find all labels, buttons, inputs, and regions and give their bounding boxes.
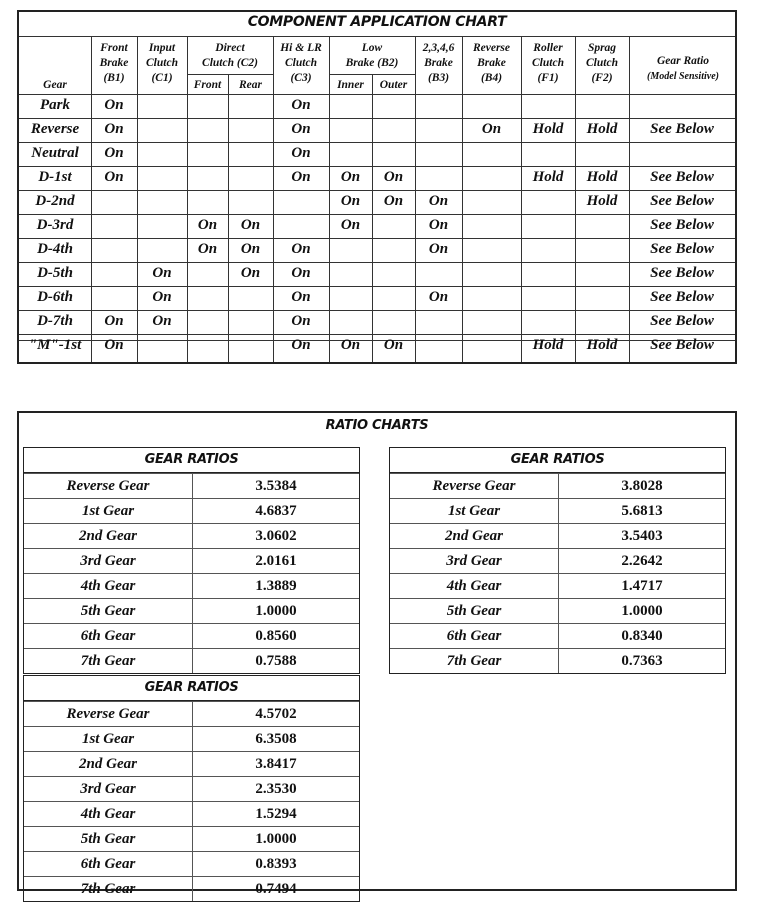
table-row (24, 726, 359, 751)
table-row (24, 776, 359, 801)
component-cell: On (104, 337, 124, 353)
gear-label: D-1st (38, 169, 72, 185)
component-cell: On (340, 217, 361, 233)
component-cell: On (291, 313, 311, 329)
gear-name: 5th Gear (390, 599, 559, 623)
component-cell: On (152, 313, 172, 329)
table-row (24, 598, 359, 623)
gear-ratio-value: 2.0161 (255, 553, 297, 569)
header-line: Clutch (146, 57, 178, 69)
table-row (24, 523, 359, 548)
table-row (390, 548, 725, 573)
gear-label: Park (40, 97, 70, 113)
row-divider (19, 310, 735, 311)
gear-ratio-value: 3.5403 (621, 528, 663, 544)
table-row (24, 801, 359, 826)
header-line: Direct (215, 42, 245, 54)
header-hi-lr-clutch (273, 41, 329, 86)
table-row (24, 498, 359, 523)
header-reverse-brake (462, 41, 521, 86)
gear-ratio-value: 1.0000 (255, 603, 297, 619)
header-line: 2,3,4,6 (422, 42, 455, 54)
header-line: Brake (477, 57, 506, 69)
component-cell: On (428, 217, 449, 233)
header-front-brake (91, 41, 137, 86)
gear-ratio-table (389, 447, 726, 674)
component-cell: On (383, 193, 404, 209)
table-row (24, 701, 359, 726)
row-divider (19, 214, 735, 215)
gear-label: Reverse (30, 121, 80, 137)
gear-ratio-cell: See Below (650, 337, 714, 353)
header-brake-2346 (415, 41, 462, 86)
gear-ratio-cell: See Below (650, 217, 714, 233)
table-row (24, 648, 359, 673)
divider (521, 36, 522, 362)
component-cell: On (104, 169, 124, 185)
header-line: (B1) (103, 72, 125, 84)
component-cell: On (291, 337, 311, 353)
table-row (390, 623, 725, 648)
ratio-charts-title: RATIO CHARTS (325, 418, 429, 433)
gear-ratio-table-title: GEAR RATIOS (24, 676, 359, 701)
gear-ratio-value: 6.3508 (255, 731, 297, 747)
gear-ratio-table-title: GEAR RATIOS (24, 448, 359, 473)
row-divider (19, 286, 735, 287)
component-cell: Hold (532, 121, 564, 137)
header-line: (C3) (290, 72, 312, 84)
component-cell: On (291, 145, 311, 161)
component-chart-title: COMPONENT APPLICATION CHART (247, 14, 507, 30)
gear-label: "M"-1st (28, 337, 82, 353)
header-line: Roller (533, 42, 563, 54)
header-input-clutch (137, 41, 187, 86)
gear-name: 6th Gear (24, 624, 193, 648)
gear-ratio-value: 0.7588 (255, 653, 297, 669)
gear-ratio-value: 3.8417 (255, 756, 297, 772)
component-cell: On (383, 169, 404, 185)
table-row (24, 876, 359, 901)
component-cell: On (240, 265, 261, 281)
component-cell: On (340, 337, 361, 353)
header-low-brake (329, 41, 415, 71)
header-line: (F1) (537, 72, 559, 84)
gear-label: D-2nd (35, 193, 75, 209)
gear-ratio-cell: See Below (650, 313, 714, 329)
header-line: Gear Ratio (656, 55, 710, 67)
table-row (24, 573, 359, 598)
gear-ratio-value: 1.0000 (255, 831, 297, 847)
header-line: Hi & LR (280, 42, 322, 54)
gear-name: 4th Gear (24, 574, 193, 598)
divider (372, 74, 373, 362)
gear-ratio-table-title: GEAR RATIOS (390, 448, 725, 473)
gear-ratio-value: 0.8393 (255, 856, 297, 872)
gear-ratio-value: 0.8340 (621, 628, 663, 644)
component-cell: On (104, 145, 124, 161)
component-cell: Hold (586, 193, 618, 209)
table-row (390, 473, 725, 498)
gear-name: 1st Gear (24, 727, 193, 751)
component-cell: On (291, 97, 311, 113)
gear-ratio-table (23, 447, 360, 674)
header-line: (C1) (151, 72, 173, 84)
component-cell: On (197, 241, 218, 257)
header-line: Sprag (587, 42, 617, 54)
gear-name: 2nd Gear (24, 524, 193, 548)
header-sprag-clutch (575, 41, 629, 86)
gear-ratio-table (23, 675, 360, 902)
gear-name: 2nd Gear (24, 752, 193, 776)
header-line: Clutch (532, 57, 564, 69)
component-cell: On (428, 241, 449, 257)
header-gear-ratio (629, 54, 737, 84)
gear-name: Reverse Gear (24, 474, 193, 498)
component-cell: On (340, 193, 361, 209)
header-roller-clutch (521, 41, 575, 86)
divider (462, 36, 463, 362)
header-line: Clutch (586, 57, 618, 69)
header-line: Brake (B2) (345, 57, 399, 69)
gear-ratio-value: 1.5294 (255, 806, 297, 822)
component-cell: On (340, 169, 361, 185)
header-line: Brake (99, 57, 129, 69)
component-cell: On (240, 217, 261, 233)
component-cell: Hold (586, 121, 618, 137)
gear-ratio-value: 2.3530 (255, 781, 297, 797)
gear-name: 4th Gear (24, 802, 193, 826)
gear-ratio-value: 1.0000 (621, 603, 663, 619)
divider (187, 36, 188, 362)
header-line: (B4) (480, 72, 503, 84)
table-row (390, 598, 725, 623)
gear-ratio-cell: See Below (650, 121, 714, 137)
row-divider (19, 142, 735, 143)
header-direct-clutch (187, 41, 273, 71)
header-line: (Model Sensitive) (647, 71, 719, 82)
gear-name: 3rd Gear (390, 549, 559, 573)
component-cell: On (481, 121, 502, 137)
gear-ratio-cell: See Below (650, 289, 714, 305)
table-row (24, 851, 359, 876)
gear-ratio-value: 4.5702 (255, 706, 297, 722)
component-cell: On (104, 121, 124, 137)
gear-label: D-5th (37, 265, 73, 281)
gear-ratio-value: 4.6837 (255, 503, 297, 519)
gear-label: Neutral (31, 145, 79, 161)
table-row (390, 523, 725, 548)
gear-ratio-value: 0.7363 (621, 653, 663, 669)
gear-ratio-value: 0.7494 (255, 881, 297, 897)
header-line: Input (148, 42, 176, 54)
component-application-chart (17, 10, 737, 364)
header-line: Clutch (285, 57, 317, 69)
gear-name: 1st Gear (24, 499, 193, 523)
gear-name: Reverse Gear (390, 474, 559, 498)
component-cell: On (240, 241, 261, 257)
header-line: Front (100, 42, 128, 54)
gear-name: 7th Gear (390, 649, 559, 673)
gear-label: D-7th (37, 313, 73, 329)
component-cell: On (291, 241, 311, 257)
component-cell: On (152, 289, 172, 305)
gear-ratio-value: 1.4717 (621, 578, 663, 594)
component-cell: Hold (532, 169, 564, 185)
component-cell: On (152, 265, 172, 281)
gear-name: Reverse Gear (24, 702, 193, 726)
gear-name: 2nd Gear (390, 524, 559, 548)
component-cell: On (428, 193, 449, 209)
header-line: Clutch (C2) (202, 57, 258, 69)
component-cell: On (291, 169, 311, 185)
row-divider (19, 166, 735, 167)
gear-ratio-value: 0.8560 (255, 628, 297, 644)
row-divider (19, 238, 735, 239)
gear-ratio-value: 3.5384 (255, 478, 297, 494)
divider (19, 94, 735, 95)
gear-name: 3rd Gear (24, 777, 193, 801)
component-cell: Hold (586, 169, 618, 185)
gear-name: 7th Gear (24, 877, 193, 901)
gear-name: 7th Gear (24, 649, 193, 673)
gear-label: D-3rd (36, 217, 74, 233)
table-row (24, 751, 359, 776)
row-divider (19, 118, 735, 119)
component-cell: On (104, 313, 124, 329)
header-low-inner: Inner (337, 79, 364, 91)
gear-label: D-6th (37, 289, 73, 305)
gear-name: 6th Gear (390, 624, 559, 648)
header-line: Brake (424, 57, 453, 69)
row-divider (19, 190, 735, 191)
gear-name: 1st Gear (390, 499, 559, 523)
gear-name: 4th Gear (390, 574, 559, 598)
gear-ratio-cell: See Below (650, 169, 714, 185)
gear-ratio-value: 3.8028 (621, 478, 663, 494)
divider (187, 74, 273, 75)
gear-label: D-4th (37, 241, 73, 257)
component-cell: On (291, 121, 311, 137)
gear-name: 6th Gear (24, 852, 193, 876)
row-divider (19, 334, 735, 335)
table-row (390, 498, 725, 523)
gear-ratio-value: 1.3889 (255, 578, 297, 594)
gear-name: 3rd Gear (24, 549, 193, 573)
table-row (24, 473, 359, 498)
component-cell: On (428, 289, 449, 305)
table-row (24, 548, 359, 573)
header-gear: Gear (43, 79, 67, 91)
gear-ratio-value: 5.6813 (621, 503, 663, 519)
row-divider (19, 262, 735, 263)
component-cell: On (383, 337, 404, 353)
component-cell: On (104, 97, 124, 113)
header-low-outer: Outer (379, 79, 408, 91)
gear-name: 5th Gear (24, 827, 193, 851)
table-row (390, 648, 725, 673)
gear-ratio-cell: See Below (650, 265, 714, 281)
table-row (24, 826, 359, 851)
header-line: (B3) (427, 72, 450, 84)
component-cell: Hold (586, 337, 618, 353)
table-row (390, 573, 725, 598)
gear-ratio-cell: See Below (650, 241, 714, 257)
gear-ratio-value: 2.2642 (621, 553, 663, 569)
gear-ratio-cell: See Below (650, 193, 714, 209)
header-direct-front: Front (193, 79, 222, 91)
header-direct-rear: Rear (239, 79, 262, 91)
gear-name: 5th Gear (24, 599, 193, 623)
component-cell: On (291, 289, 311, 305)
header-line: (F2) (591, 72, 613, 84)
component-cell: Hold (532, 337, 564, 353)
header-line: Low (361, 42, 383, 54)
divider (19, 36, 735, 37)
component-cell: On (291, 265, 311, 281)
component-cell: On (197, 217, 218, 233)
header-line: Reverse (472, 42, 511, 54)
table-row (24, 623, 359, 648)
gear-ratio-value: 3.0602 (255, 528, 297, 544)
